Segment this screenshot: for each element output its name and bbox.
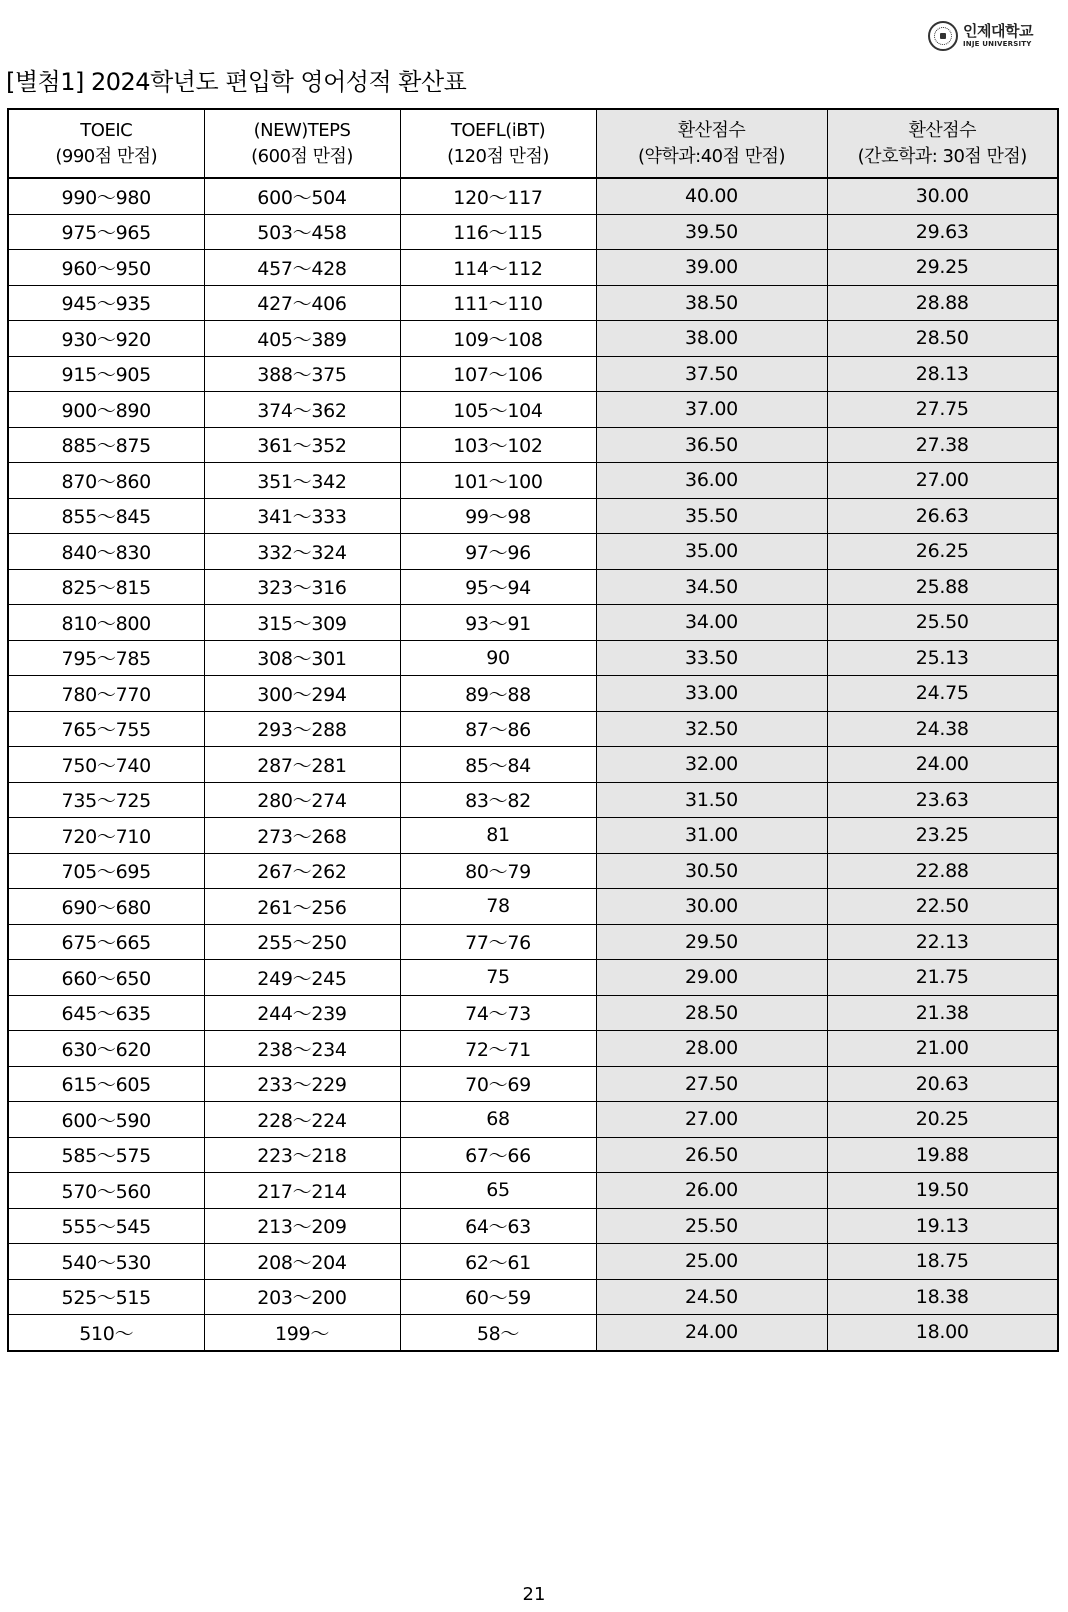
- cell-score-nursing: 21.00: [827, 1031, 1058, 1067]
- cell-score-nursing: 27.38: [827, 427, 1058, 463]
- table-row: [8, 676, 1058, 712]
- cell-toeic: 540～530: [8, 1244, 204, 1280]
- cell-toefl: 80～79: [400, 853, 596, 889]
- table-row: [8, 285, 1058, 321]
- cell-score-nursing: 20.63: [827, 1066, 1058, 1102]
- cell-toeic: 780～770: [8, 676, 204, 712]
- cell-toeic: 675～665: [8, 924, 204, 960]
- cell-score-pharmacy: 39.00: [596, 250, 827, 286]
- table-row: [8, 178, 1058, 214]
- table-row: [8, 1137, 1058, 1173]
- cell-teps: 503～458: [204, 214, 400, 250]
- cell-toefl: 95～94: [400, 569, 596, 605]
- cell-toefl: 87～86: [400, 711, 596, 747]
- cell-score-pharmacy: 31.50: [596, 782, 827, 818]
- cell-score-pharmacy: 33.50: [596, 640, 827, 676]
- cell-score-pharmacy: 24.50: [596, 1279, 827, 1315]
- cell-score-pharmacy: 32.00: [596, 747, 827, 783]
- cell-toeic: 870～860: [8, 463, 204, 499]
- cell-score-nursing: 22.13: [827, 924, 1058, 960]
- cell-teps: 280～274: [204, 782, 400, 818]
- cell-score-pharmacy: 34.50: [596, 569, 827, 605]
- cell-score-nursing: 19.50: [827, 1173, 1058, 1209]
- cell-toeic: 810～800: [8, 605, 204, 641]
- cell-teps: 203～200: [204, 1279, 400, 1315]
- cell-toeic: 825～815: [8, 569, 204, 605]
- cell-teps: 308～301: [204, 640, 400, 676]
- cell-score-nursing: 23.25: [827, 818, 1058, 854]
- cell-toeic: 885～875: [8, 427, 204, 463]
- table-row: [8, 1031, 1058, 1067]
- cell-toefl: 105～104: [400, 392, 596, 428]
- table-row: [8, 782, 1058, 818]
- cell-score-nursing: 20.25: [827, 1102, 1058, 1138]
- cell-teps: 267～262: [204, 853, 400, 889]
- cell-toefl: 85～84: [400, 747, 596, 783]
- cell-score-nursing: 25.88: [827, 569, 1058, 605]
- cell-teps: 457～428: [204, 250, 400, 286]
- cell-score-nursing: 27.75: [827, 392, 1058, 428]
- cell-teps: 361～352: [204, 427, 400, 463]
- cell-toeic: 900～890: [8, 392, 204, 428]
- cell-score-pharmacy: 30.00: [596, 889, 827, 925]
- cell-score-pharmacy: 28.50: [596, 995, 827, 1031]
- cell-toefl: 90: [400, 640, 596, 676]
- cell-score-nursing: 24.75: [827, 676, 1058, 712]
- cell-toefl: 116～115: [400, 214, 596, 250]
- header-sublabel: (600점 만점): [251, 145, 353, 167]
- cell-toeic: 855～845: [8, 498, 204, 534]
- header-label: 환산점수: [677, 119, 746, 141]
- table-row: [8, 534, 1058, 570]
- cell-toeic: 630～620: [8, 1031, 204, 1067]
- page-number: 21: [522, 1584, 546, 1605]
- table-row: [8, 889, 1058, 925]
- cell-teps: 341～333: [204, 498, 400, 534]
- cell-toeic: 600～590: [8, 1102, 204, 1138]
- cell-toeic: 690～680: [8, 889, 204, 925]
- cell-toefl: 70～69: [400, 1066, 596, 1102]
- university-logo: [928, 20, 1046, 52]
- cell-toefl: 89～88: [400, 676, 596, 712]
- header-sublabel: (120점 만점): [447, 145, 549, 167]
- cell-toeic: 930～920: [8, 321, 204, 357]
- table-row: [8, 1173, 1058, 1209]
- cell-teps: 332～324: [204, 534, 400, 570]
- cell-teps: 238～234: [204, 1031, 400, 1067]
- cell-score-pharmacy: 39.50: [596, 214, 827, 250]
- cell-score-pharmacy: 37.50: [596, 356, 827, 392]
- cell-score-pharmacy: 38.00: [596, 321, 827, 357]
- header-toefl: [400, 109, 596, 178]
- cell-score-nursing: 21.75: [827, 960, 1058, 996]
- cell-score-pharmacy: 40.00: [596, 178, 827, 214]
- cell-toefl: 68: [400, 1102, 596, 1138]
- cell-toeic: 585～575: [8, 1137, 204, 1173]
- cell-score-nursing: 27.00: [827, 463, 1058, 499]
- table-row: [8, 463, 1058, 499]
- cell-score-pharmacy: 29.50: [596, 924, 827, 960]
- logo-name-en: INJE UNIVERSITY: [963, 40, 1032, 48]
- cell-score-nursing: 26.63: [827, 498, 1058, 534]
- cell-teps: 388～375: [204, 356, 400, 392]
- cell-toefl: 58～: [400, 1315, 596, 1351]
- cell-score-pharmacy: 24.00: [596, 1315, 827, 1351]
- cell-toeic: 945～935: [8, 285, 204, 321]
- cell-score-nursing: 29.63: [827, 214, 1058, 250]
- document-title: [별첨1] 2024학년도 편입학 영어성적 환산표: [6, 68, 467, 96]
- table-row: [8, 427, 1058, 463]
- cell-score-pharmacy: 30.50: [596, 853, 827, 889]
- cell-toefl: 74～73: [400, 995, 596, 1031]
- cell-toeic: 660～650: [8, 960, 204, 996]
- cell-score-nursing: 26.25: [827, 534, 1058, 570]
- cell-teps: 199～: [204, 1315, 400, 1351]
- table-row: [8, 818, 1058, 854]
- header-score-nursing: [827, 109, 1058, 178]
- cell-score-nursing: 19.13: [827, 1208, 1058, 1244]
- cell-score-pharmacy: 27.00: [596, 1102, 827, 1138]
- cell-score-nursing: 18.75: [827, 1244, 1058, 1280]
- cell-score-nursing: 28.50: [827, 321, 1058, 357]
- cell-score-pharmacy: 33.00: [596, 676, 827, 712]
- cell-toefl: 101～100: [400, 463, 596, 499]
- header-sublabel: (990점 만점): [55, 145, 158, 167]
- table-row: [8, 640, 1058, 676]
- cell-toefl: 62～61: [400, 1244, 596, 1280]
- cell-toefl: 109～108: [400, 321, 596, 357]
- table-header: [8, 109, 1058, 178]
- cell-toeic: 915～905: [8, 356, 204, 392]
- cell-teps: 217～214: [204, 1173, 400, 1209]
- cell-teps: 228～224: [204, 1102, 400, 1138]
- university-seal-icon: [928, 21, 958, 51]
- table-row: [8, 1208, 1058, 1244]
- cell-score-nursing: 25.13: [827, 640, 1058, 676]
- cell-score-nursing: 18.38: [827, 1279, 1058, 1315]
- cell-score-pharmacy: 38.50: [596, 285, 827, 321]
- header-label: TOEIC: [80, 119, 133, 141]
- cell-toefl: 103～102: [400, 427, 596, 463]
- cell-score-pharmacy: 36.00: [596, 463, 827, 499]
- cell-toefl: 111～110: [400, 285, 596, 321]
- table-row: [8, 1244, 1058, 1280]
- cell-score-pharmacy: 35.50: [596, 498, 827, 534]
- cell-toeic: 720～710: [8, 818, 204, 854]
- cell-toefl: 67～66: [400, 1137, 596, 1173]
- cell-score-nursing: 19.88: [827, 1137, 1058, 1173]
- cell-teps: 315～309: [204, 605, 400, 641]
- table-row: [8, 569, 1058, 605]
- cell-teps: 293～288: [204, 711, 400, 747]
- cell-score-nursing: 29.25: [827, 250, 1058, 286]
- cell-teps: 300～294: [204, 676, 400, 712]
- cell-teps: 244～239: [204, 995, 400, 1031]
- cell-teps: 208～204: [204, 1244, 400, 1280]
- table-row: [8, 1066, 1058, 1102]
- cell-toeic: 735～725: [8, 782, 204, 818]
- cell-toefl: 75: [400, 960, 596, 996]
- cell-score-pharmacy: 31.00: [596, 818, 827, 854]
- header-toeic: [8, 109, 204, 178]
- cell-toeic: 705～695: [8, 853, 204, 889]
- header-sublabel: (간호학과: 30점 만점): [857, 145, 1027, 167]
- cell-toefl: 120～117: [400, 178, 596, 214]
- cell-teps: 351～342: [204, 463, 400, 499]
- table-row: [8, 214, 1058, 250]
- cell-toefl: 114～112: [400, 250, 596, 286]
- cell-score-pharmacy: 27.50: [596, 1066, 827, 1102]
- table-row: [8, 356, 1058, 392]
- header-teps: [204, 109, 400, 178]
- cell-score-pharmacy: 36.50: [596, 427, 827, 463]
- cell-teps: 405～389: [204, 321, 400, 357]
- cell-score-pharmacy: 32.50: [596, 711, 827, 747]
- cell-teps: 600～504: [204, 178, 400, 214]
- cell-score-nursing: 25.50: [827, 605, 1058, 641]
- table-row: [8, 1102, 1058, 1138]
- table-row: [8, 711, 1058, 747]
- cell-score-pharmacy: 28.00: [596, 1031, 827, 1067]
- logo-text: [963, 24, 1033, 48]
- cell-score-pharmacy: 26.00: [596, 1173, 827, 1209]
- cell-toefl: 81: [400, 818, 596, 854]
- cell-teps: 223～218: [204, 1137, 400, 1173]
- table-row: [8, 924, 1058, 960]
- cell-toefl: 65: [400, 1173, 596, 1209]
- cell-score-nursing: 21.38: [827, 995, 1058, 1031]
- table-row: [8, 1279, 1058, 1315]
- cell-teps: 249～245: [204, 960, 400, 996]
- cell-teps: 213～209: [204, 1208, 400, 1244]
- cell-toefl: 72～71: [400, 1031, 596, 1067]
- cell-score-pharmacy: 25.50: [596, 1208, 827, 1244]
- cell-toeic: 615～605: [8, 1066, 204, 1102]
- cell-score-nursing: 24.00: [827, 747, 1058, 783]
- cell-toeic: 765～755: [8, 711, 204, 747]
- table-row: [8, 960, 1058, 996]
- table-row: [8, 250, 1058, 286]
- cell-teps: 374～362: [204, 392, 400, 428]
- cell-teps: 323～316: [204, 569, 400, 605]
- cell-score-nursing: 22.50: [827, 889, 1058, 925]
- table-row: [8, 498, 1058, 534]
- table-row: [8, 853, 1058, 889]
- cell-score-nursing: 28.88: [827, 285, 1058, 321]
- cell-score-nursing: 18.00: [827, 1315, 1058, 1351]
- cell-score-pharmacy: 26.50: [596, 1137, 827, 1173]
- header-sublabel: (약학과:40점 만점): [637, 145, 786, 167]
- table-row: [8, 1315, 1058, 1351]
- cell-score-pharmacy: 25.00: [596, 1244, 827, 1280]
- cell-toefl: 77～76: [400, 924, 596, 960]
- table-row: [8, 321, 1058, 357]
- cell-score-pharmacy: 37.00: [596, 392, 827, 428]
- cell-toeic: 645～635: [8, 995, 204, 1031]
- cell-toeic: 795～785: [8, 640, 204, 676]
- cell-score-nursing: 22.88: [827, 853, 1058, 889]
- cell-toeic: 570～560: [8, 1173, 204, 1209]
- cell-toefl: 99～98: [400, 498, 596, 534]
- cell-toefl: 83～82: [400, 782, 596, 818]
- cell-toefl: 107～106: [400, 356, 596, 392]
- cell-score-pharmacy: 34.00: [596, 605, 827, 641]
- cell-toeic: 525～515: [8, 1279, 204, 1315]
- header-label: (NEW)TEPS: [253, 119, 351, 141]
- cell-score-nursing: 24.38: [827, 711, 1058, 747]
- cell-teps: 287～281: [204, 747, 400, 783]
- cell-teps: 427～406: [204, 285, 400, 321]
- cell-toefl: 93～91: [400, 605, 596, 641]
- header-label: 환산점수: [908, 119, 977, 141]
- logo-name-kr: 인제대학교: [963, 22, 1033, 40]
- cell-teps: 261～256: [204, 889, 400, 925]
- cell-toefl: 64～63: [400, 1208, 596, 1244]
- header-score-pharmacy: [596, 109, 827, 178]
- cell-teps: 273～268: [204, 818, 400, 854]
- cell-score-nursing: 28.13: [827, 356, 1058, 392]
- cell-toeic: 975～965: [8, 214, 204, 250]
- cell-toeic: 750～740: [8, 747, 204, 783]
- table-row: [8, 392, 1058, 428]
- table-row: [8, 747, 1058, 783]
- table-row: [8, 605, 1058, 641]
- cell-toeic: 555～545: [8, 1208, 204, 1244]
- cell-toeic: 960～950: [8, 250, 204, 286]
- header-label: TOEFL(iBT): [450, 119, 546, 141]
- cell-toefl: 60～59: [400, 1279, 596, 1315]
- cell-toeic: 840～830: [8, 534, 204, 570]
- cell-score-nursing: 30.00: [827, 178, 1058, 214]
- table-body: [8, 178, 1058, 1351]
- cell-score-pharmacy: 29.00: [596, 960, 827, 996]
- cell-toefl: 78: [400, 889, 596, 925]
- score-conversion-table: [7, 108, 1059, 1352]
- table-row: [8, 995, 1058, 1031]
- cell-toeic: 990～980: [8, 178, 204, 214]
- cell-teps: 233～229: [204, 1066, 400, 1102]
- cell-toeic: 510～: [8, 1315, 204, 1351]
- cell-score-pharmacy: 35.00: [596, 534, 827, 570]
- cell-toefl: 97～96: [400, 534, 596, 570]
- cell-score-nursing: 23.63: [827, 782, 1058, 818]
- header-row: [8, 109, 1058, 178]
- cell-teps: 255～250: [204, 924, 400, 960]
